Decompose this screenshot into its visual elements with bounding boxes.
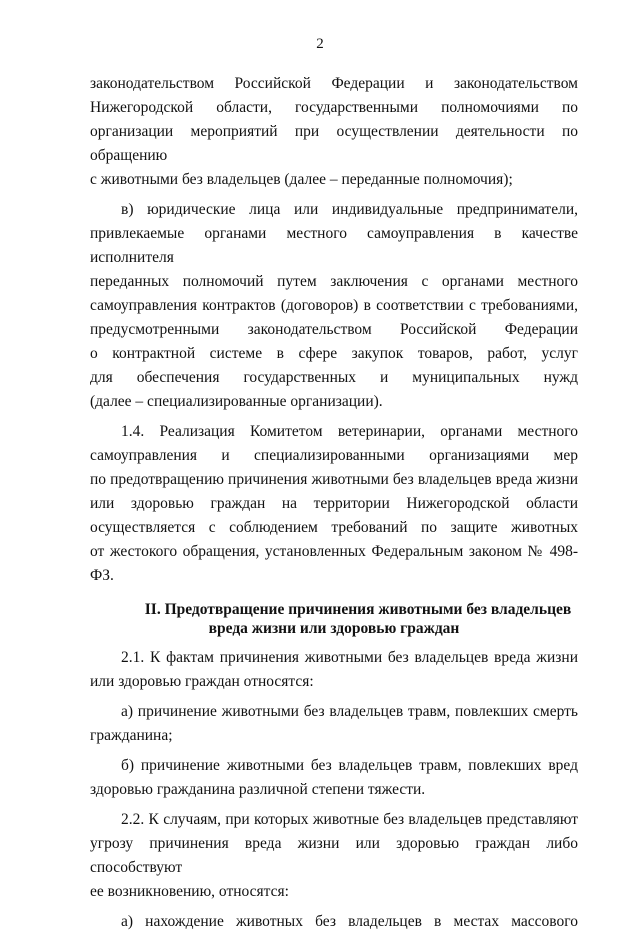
text-line: в) юридические лица или индивидуальные предприниматели,: [121, 201, 578, 218]
paragraph: [90, 198, 578, 414]
text-line: самоуправления контрактов (договоров) в соответствии с требованиями,: [90, 297, 578, 314]
text-line: для обеспечения государственных и муниципальных нужд: [90, 369, 578, 386]
text-line: по предотвращению причинения животными без владельцев вреда жизни: [90, 471, 578, 488]
section-title-line-1: II. Предотвращение причинения животными без владельцев: [144, 601, 572, 618]
text-line: а) причинение животными без владельцев травм, повлекших смерть: [121, 703, 578, 720]
paragraph: [90, 754, 578, 802]
page-number: 2: [316, 36, 324, 52]
section-title-line-2: вреда жизни или здоровью граждан: [208, 620, 460, 637]
paragraph: [90, 808, 578, 904]
text-line: предусмотренными законодательством Российской Федерации: [90, 321, 578, 338]
text-line: а) нахождение животных без владельцев в местах массового: [121, 913, 578, 930]
paragraph: [90, 72, 578, 192]
text-line: переданных полномочий путем заключения с органами местного: [90, 273, 578, 290]
text-line: привлекаемые органами местного самоуправления в качестве исполнителя: [90, 225, 578, 266]
text-line: 1.4. Реализация Комитетом ветеринарии, органами местного: [121, 423, 578, 440]
text-line: от жестокого обращения, установленных Федеральным законом № 498-ФЗ.: [90, 543, 578, 584]
text-line: законодательством Российской Федерации и законодательством: [90, 75, 578, 92]
text-line: Нижегородской области, государственными полномочиями по: [90, 99, 578, 116]
text-line: 2.2. К случаям, при которых животные без владельцев представляют: [121, 811, 578, 828]
text-line: угрозу причинения вреда жизни или здоровью граждан либо способствуют: [90, 835, 578, 876]
paragraph: [90, 910, 578, 934]
document-body: [90, 72, 578, 940]
text-line: (далее – специализированные организации).: [90, 393, 383, 410]
text-line: самоуправления и специализированными организациями мер: [90, 447, 578, 464]
text-line: с животными без владельцев (далее – переданные полномочия);: [90, 171, 513, 188]
paragraphs-before: [90, 72, 578, 588]
text-line: здоровью гражданина различной степени тяжести.: [90, 781, 426, 798]
text-line: о контрактной системе в сфере закупок товаров, работ, услуг: [90, 345, 578, 362]
paragraphs-after: [90, 646, 578, 934]
paragraph: [90, 700, 578, 748]
paragraph: [90, 646, 578, 694]
section-title: [90, 600, 578, 638]
text-line: гражданина;: [90, 727, 173, 744]
text-line: б) причинение животными без владельцев травм, повлекших вред: [121, 757, 578, 774]
text-line: или здоровью граждан на территории Нижегородской области: [90, 495, 578, 512]
text-line: 2.1. К фактам причинения животными без владельцев вреда жизни: [121, 649, 578, 666]
text-line: осуществляется с соблюдением требований по защите животных: [90, 519, 578, 536]
paragraph: [90, 420, 578, 588]
text-line: ее возникновению, относятся:: [90, 883, 289, 900]
text-line: или здоровью граждан относятся:: [90, 673, 314, 690]
text-line: организации мероприятий при осуществлении деятельности по обращению: [90, 123, 578, 164]
